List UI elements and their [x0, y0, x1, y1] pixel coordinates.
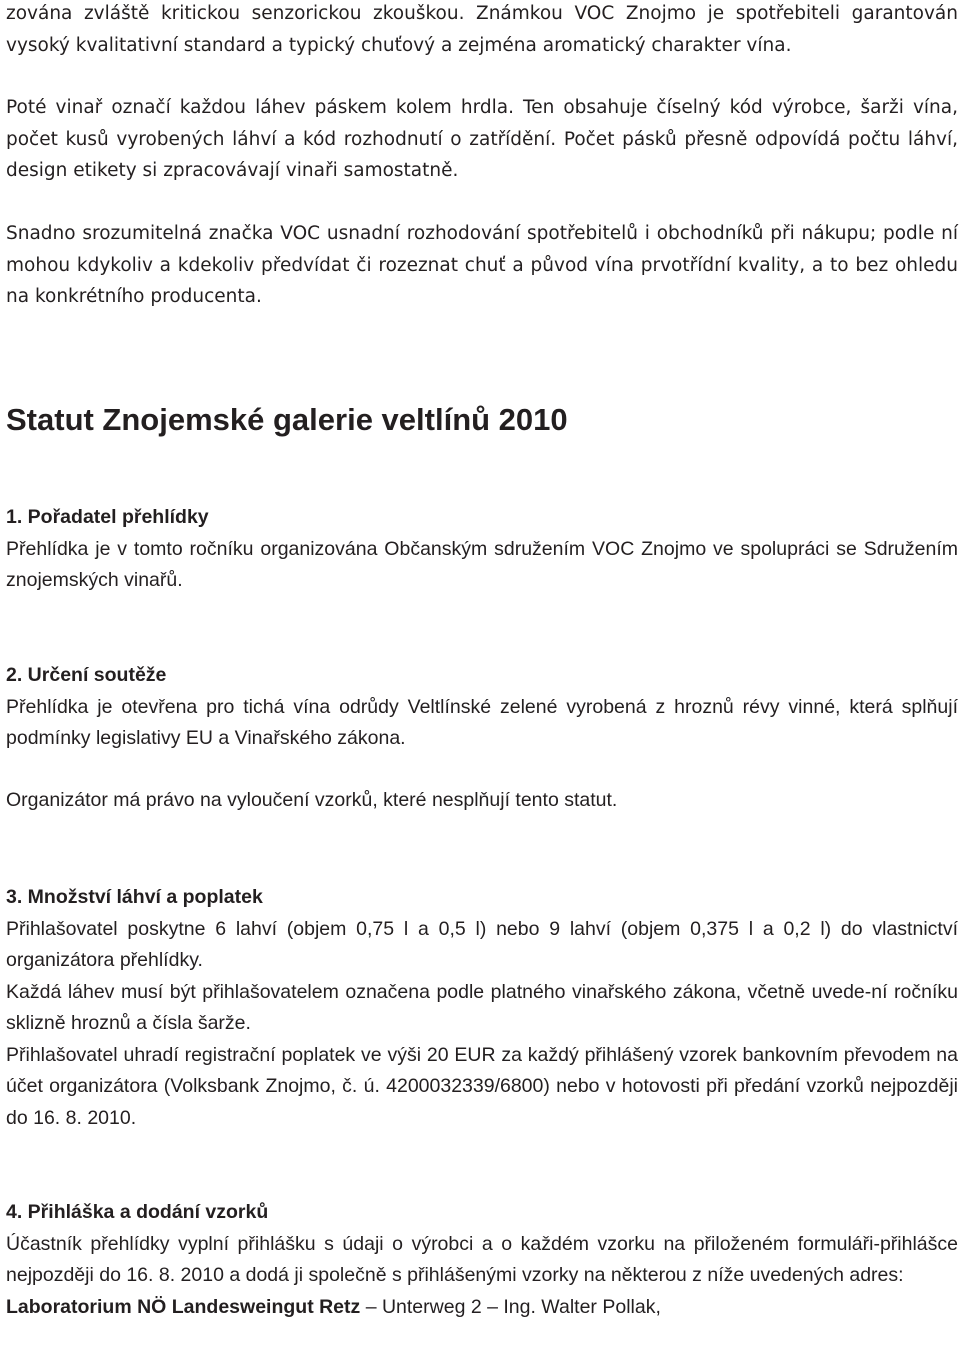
- section-competition-exclusion: [6, 785, 958, 817]
- section-competition-scope: [6, 660, 958, 755]
- address-name: Laboratorium NÖ Landesweingut Retz: [6, 1295, 361, 1318]
- section-application-delivery: [6, 1197, 958, 1323]
- section-title: 2. Určení soutěže: [6, 664, 167, 686]
- section-body: Přihlašovatel poskytne 6 lahví (objem 0,75 l a 0,5 l) nebo 9 lahví (objem 0,375 l a 0,2 l) do vlastnictví organizátora přehlídky.: [6, 917, 958, 971]
- section-title: 3. Množství láhví a poplatek: [6, 886, 263, 908]
- section-bottles-and-fee: [6, 882, 958, 1134]
- intro-paragraph-2: Poté vinař označí každou láhev páskem kolem hrdla. Ten obsahuje číselný kód výrobce, šarži vína, počet kusů vyrobených láhví a kód rozhodnutí o zatřídění. Počet pásků přesně odpovídá počtu láhví, design etikety si zpracovávají vinaři samostatně.: [6, 97, 958, 181]
- section-body: Každá láhev musí být přihlašovatelem označena podle platného vinařského zákona, včetně uvede-ní ročníku sklizně hroznů a čísla šarže.: [6, 980, 958, 1034]
- section-title: 4. Přihláška a dodání vzorků: [6, 1201, 269, 1223]
- address-details: – Unterweg 2 – Ing. Walter Pollak,: [360, 1295, 661, 1318]
- intro-paragraph-3: Snadno srozumitelná značka VOC usnadní rozhodování spotřebitelů i obchodníků při nákupu; podle ní mohou kdykoliv a kdekoliv předvídat či rozeznat chuť a původ vína prvotřídní kvality, a to bez ohledu na konkrétního producenta.: [6, 223, 958, 307]
- section-body: Účastník přehlídky vyplní přihlášku s údaji o výrobci a o každém vzorku na přiloženém formuláři-přihlášce nejpozději do 16. 8. 2010 a dodá ji společně s přihlášenými vzorky na některou z níže uvedených adres:: [6, 1232, 958, 1286]
- section-body: Organizátor má právo na vyloučení vzorků, které nesplňují tento statut.: [6, 789, 618, 811]
- delivery-address: [6, 1292, 958, 1324]
- intro-paragraph-1: zována zvláště kritickou senzorickou zkouškou. Známkou VOC Znojmo je spotřebiteli garantován vysoký kvalitativní standard a typický chuťový a zejména aromatický charakter vína.: [6, 3, 958, 56]
- section-body: Přehlídka je v tomto ročníku organizována Občanským sdružením VOC Znojmo ve spolupráci se Sdružením znojemských vinařů.: [6, 537, 958, 591]
- section-body: Přehlídka je otevřena pro tichá vína odrůdy Veltlínské zelené vyrobená z hroznů révy vinné, která splňují podmínky legislativy EU a Vinařského zákona.: [6, 695, 958, 749]
- section-title: 1. Pořadatel přehlídky: [6, 506, 209, 528]
- section-organizer: [6, 502, 958, 597]
- section-body: Přihlašovatel uhradí registrační poplatek ve výši 20 EUR za každý přihlášený vzorek bankovním převodem na účet organizátora (Volksbank Znojmo, č. ú. 4200032339/6800) nebo v hotovosti při předání vzorků nejpozději do 16. 8. 2010.: [6, 1043, 958, 1129]
- statute-heading: Statut Znojemské galerie veltlínů 2010: [6, 402, 568, 437]
